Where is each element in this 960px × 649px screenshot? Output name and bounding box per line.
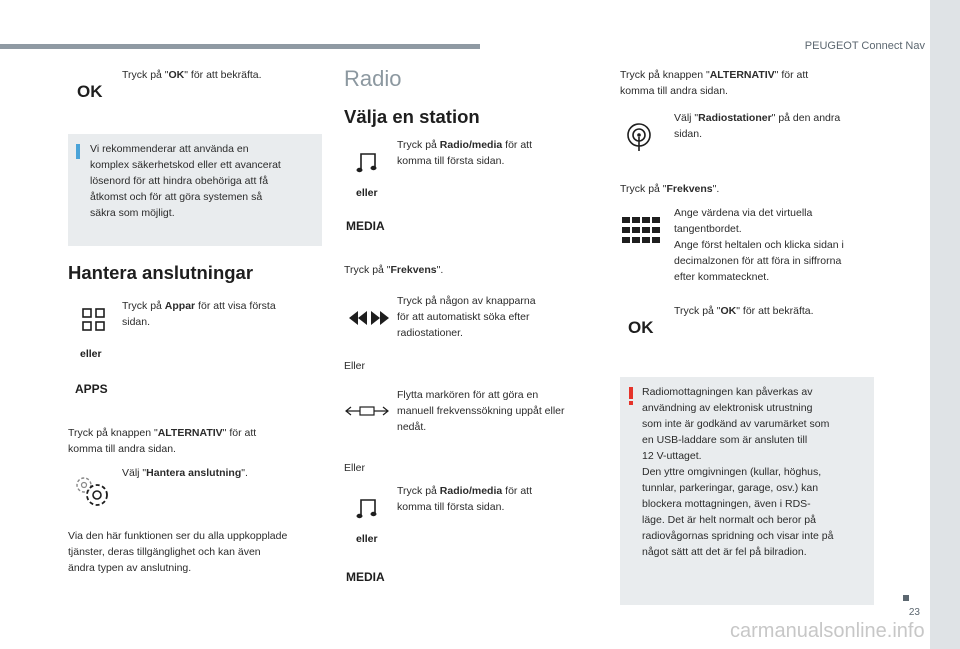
page-number: 23 [908,607,920,618]
apps-instruction: Tryck på Appar för att visa första sidan. [122,300,276,328]
manual-search-instruction: Flytta markören för att göra en manuell frekvenssökning uppåt eller nedåt. [397,389,565,433]
apps-label: APPS [75,382,108,396]
info-box [68,134,322,246]
alternativ-instruction: Tryck på knappen "ALTERNATIV" för att komma till andra sidan. [620,69,809,97]
alternativ-instruction: Tryck på knappen "ALTERNATIV" för att komma till andra sidan. [68,427,257,455]
section-heading-station: Välja en station [344,106,480,127]
side-strip [930,0,960,649]
eller-label: eller [356,533,378,545]
top-rule [0,44,480,49]
ok-icon: OK [628,318,654,337]
apps-grid-icon [82,308,106,332]
warning-box [620,377,874,605]
music-note-icon [356,496,378,520]
frequency-instruction: Tryck på "Frekvens". [344,264,444,276]
info-text: Vi rekommenderar att använda en komplex säkerhetskod eller ett avancerat lösenord för att hindra obehöriga att få åtkomst och för att göra systemen så säkra som möjligt. [90,143,281,219]
radio-station-icon [624,122,654,152]
frequency-slider-icon [344,404,390,418]
ok-instruction: Tryck på "OK" för att bekräfta. [122,69,262,81]
keypad-instruction: Ange värdena via det virtuella tangentbordet. Ange först heltalen och klicka sidan i decimalzonen för att föra in siffrorna efter kommatecknet. [674,207,844,283]
ok-instruction: Tryck på "OK" för att bekräfta. [674,305,814,317]
section-title-radio: Radio [344,66,402,91]
ok-icon: OK [77,82,103,101]
warning-icon [629,387,633,399]
music-note-icon [356,150,378,174]
radio-media-instruction-2: Tryck på Radio/media för att komma till första sidan. [397,485,532,513]
page-marker [903,595,909,601]
gear-settings-icon [72,473,112,509]
warning-text: Radiomottagningen kan påverkas av användning av elektronisk utrustning som inte är godkänd av varumärket som en USB-laddare som är ansluten till 12 V-uttaget. Den yttre omgivningen (kullar, höghus, tunnlar, parkeringar, garage, osv.) kan blockera mottagningen, även i RDS- läge. Det är helt normalt och beror på radiovågornas spridning och visar inte på något sätt att det är fel på bilradion. [642,386,834,558]
or-separator: Eller [344,360,366,372]
seek-instruction: Tryck på någon av knapparna för att automatiskt söka efter radiostationer. [397,295,536,339]
keypad-icon [622,217,660,243]
media-label: MEDIA [346,219,385,233]
warning-icon-dot [629,401,633,405]
eller-label: eller [80,348,102,360]
eller-label: eller [356,187,378,199]
section-heading-connections: Hantera anslutningar [68,262,254,283]
media-label: MEDIA [346,570,385,584]
watermark: carmanualsonline.info [730,620,925,642]
or-separator: Eller [344,462,366,474]
radio-stations-instruction: Välj "Radiostationer" på den andra sidan. [674,112,841,140]
radio-media-instruction: Tryck på Radio/media för att komma till första sidan. [397,139,532,167]
frequency-instruction: Tryck på "Frekvens". [620,183,720,195]
connections-description: Via den här funktionen ser du alla uppkopplade tjänster, deras tillgänglighet och kan även ändra typen av anslutning. [68,530,288,574]
page-header: PEUGEOT Connect Nav [804,40,925,52]
manage-connection-instruction: Välj "Hantera anslutning". [122,467,248,479]
seek-buttons-icon [348,310,390,326]
info-icon [76,144,80,159]
